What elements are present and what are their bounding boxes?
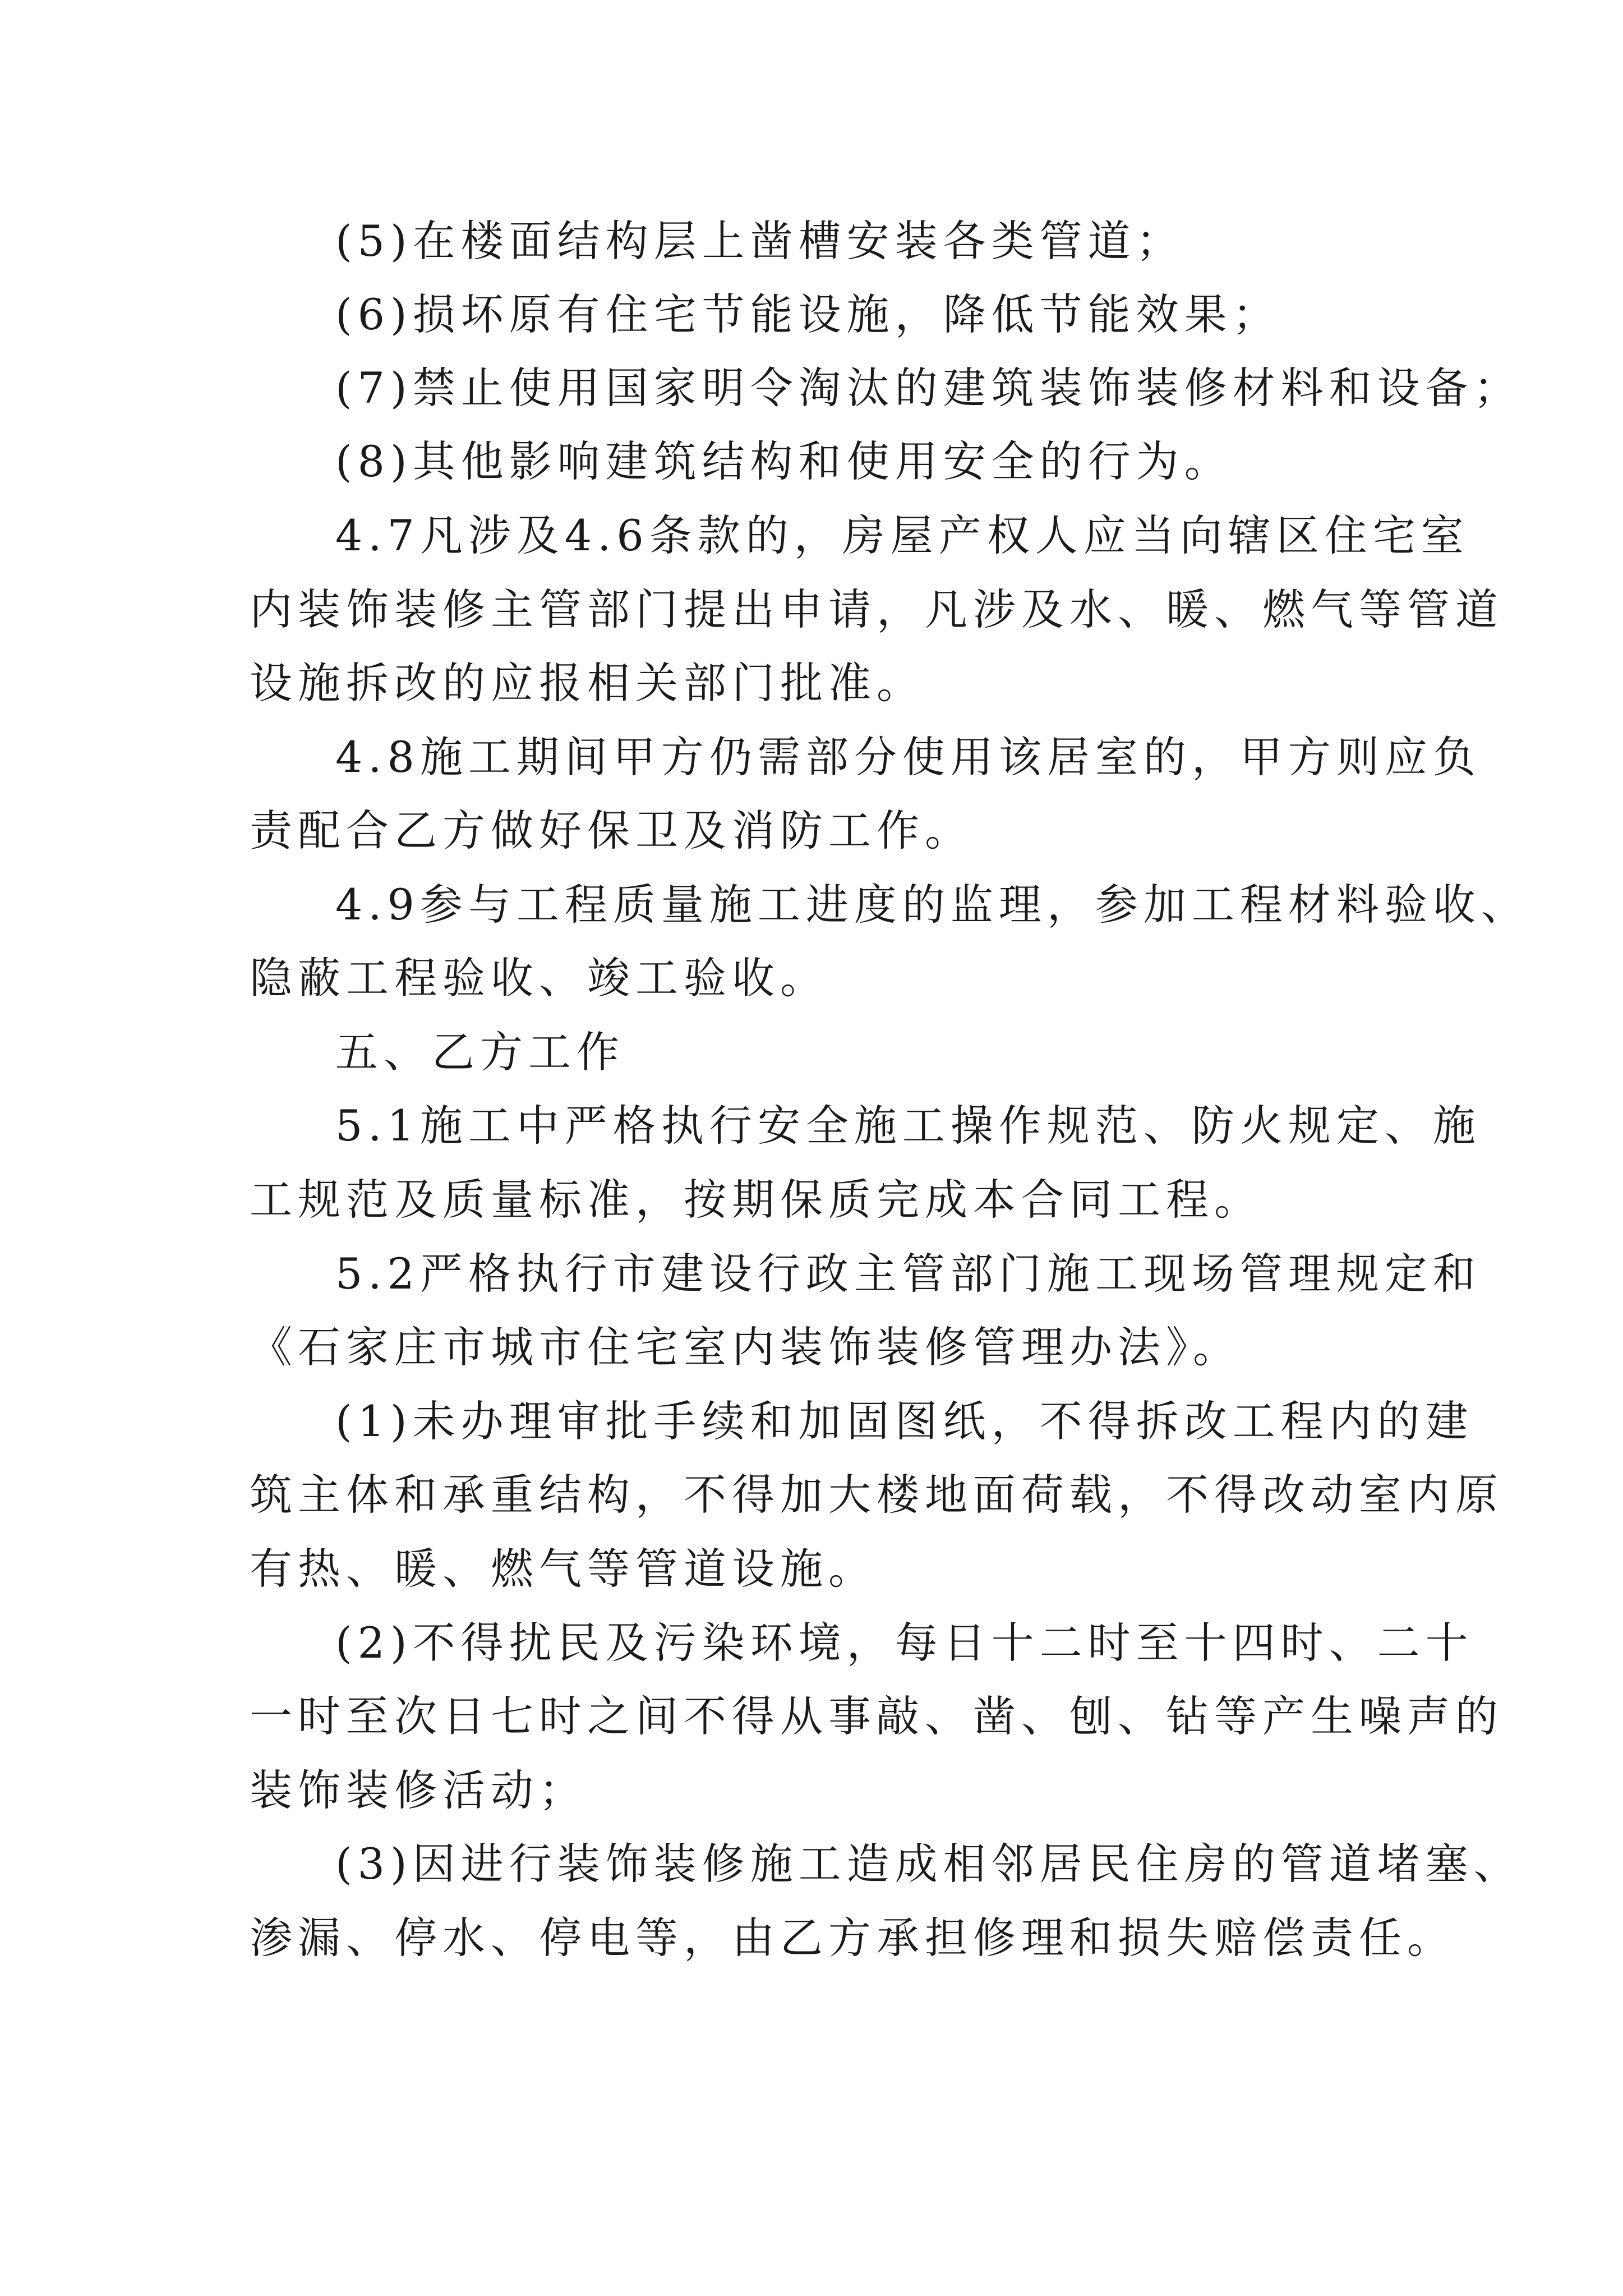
paragraph-line: (5)在楼面结构层上凿槽安装各类管道； [335, 216, 1184, 266]
paragraph-line: 工规范及质量标准，按期保质完成本合同工程。 [250, 1175, 1262, 1225]
paragraph-line: (7)禁止使用国家明令淘汰的建筑装饰装修材料和设备； [335, 363, 1522, 413]
paragraph-line: (8)其他影响建筑结构和使用安全的行为。 [335, 436, 1233, 486]
paragraph-line: (2)不得扰民及污染环境，每日十二时至十四时、二十 [335, 1618, 1474, 1668]
paragraph-line: (3)因进行装饰装修施工造成相邻居民住房的管道堵塞、 [335, 1839, 1522, 1889]
paragraph-line: 筑主体和承重结构，不得加大楼地面荷载，不得改动室内原 [250, 1470, 1504, 1520]
section-heading: 五、乙方工作 [335, 1027, 625, 1077]
paragraph-line: 5.1施工中严格执行安全施工操作规范、防火规定、施 [335, 1101, 1481, 1151]
paragraph-line: 4.8施工期间甲方仍需部分使用该居室的，甲方则应负 [335, 732, 1481, 782]
paragraph-line: 有热、暖、燃气等管道设施。 [250, 1544, 877, 1594]
paragraph-line: 《石家庄市城市住宅室内装饰装修管理办法》。 [250, 1322, 1241, 1372]
paragraph-line: 渗漏、停水、停电等，由乙方承担修理和损失赔偿责任。 [250, 1913, 1455, 1963]
paragraph-line: 4.9参与工程质量施工进度的监理，参加工程材料验收、 [335, 880, 1529, 930]
paragraph-line: (6)损坏原有住宅节能设施，降低节能效果； [335, 289, 1281, 339]
paragraph-line: 内装饰装修主管部门提出申请，凡涉及水、暖、燃气等管道 [250, 585, 1504, 634]
paragraph-line: 设施拆改的应报相关部门批准。 [250, 658, 925, 708]
paragraph-line: 5.2严格执行市建设行政主管部门施工现场管理规定和 [335, 1249, 1481, 1299]
paragraph-line: 一时至次日七时之间不得从事敲、凿、刨、钻等产生噪声的 [250, 1691, 1504, 1741]
paragraph-line: 责配合乙方做好保卫及消防工作。 [250, 806, 973, 855]
paragraph-line: 4.7凡涉及4.6条款的，房屋产权人应当向辖区住宅室 [335, 510, 1469, 560]
paragraph-line: 隐蔽工程验收、竣工验收。 [250, 953, 828, 1003]
paragraph-line: (1)未办理审批手续和加固图纸，不得拆改工程内的建 [335, 1396, 1474, 1446]
paragraph-line: 装饰装修活动； [250, 1765, 587, 1815]
